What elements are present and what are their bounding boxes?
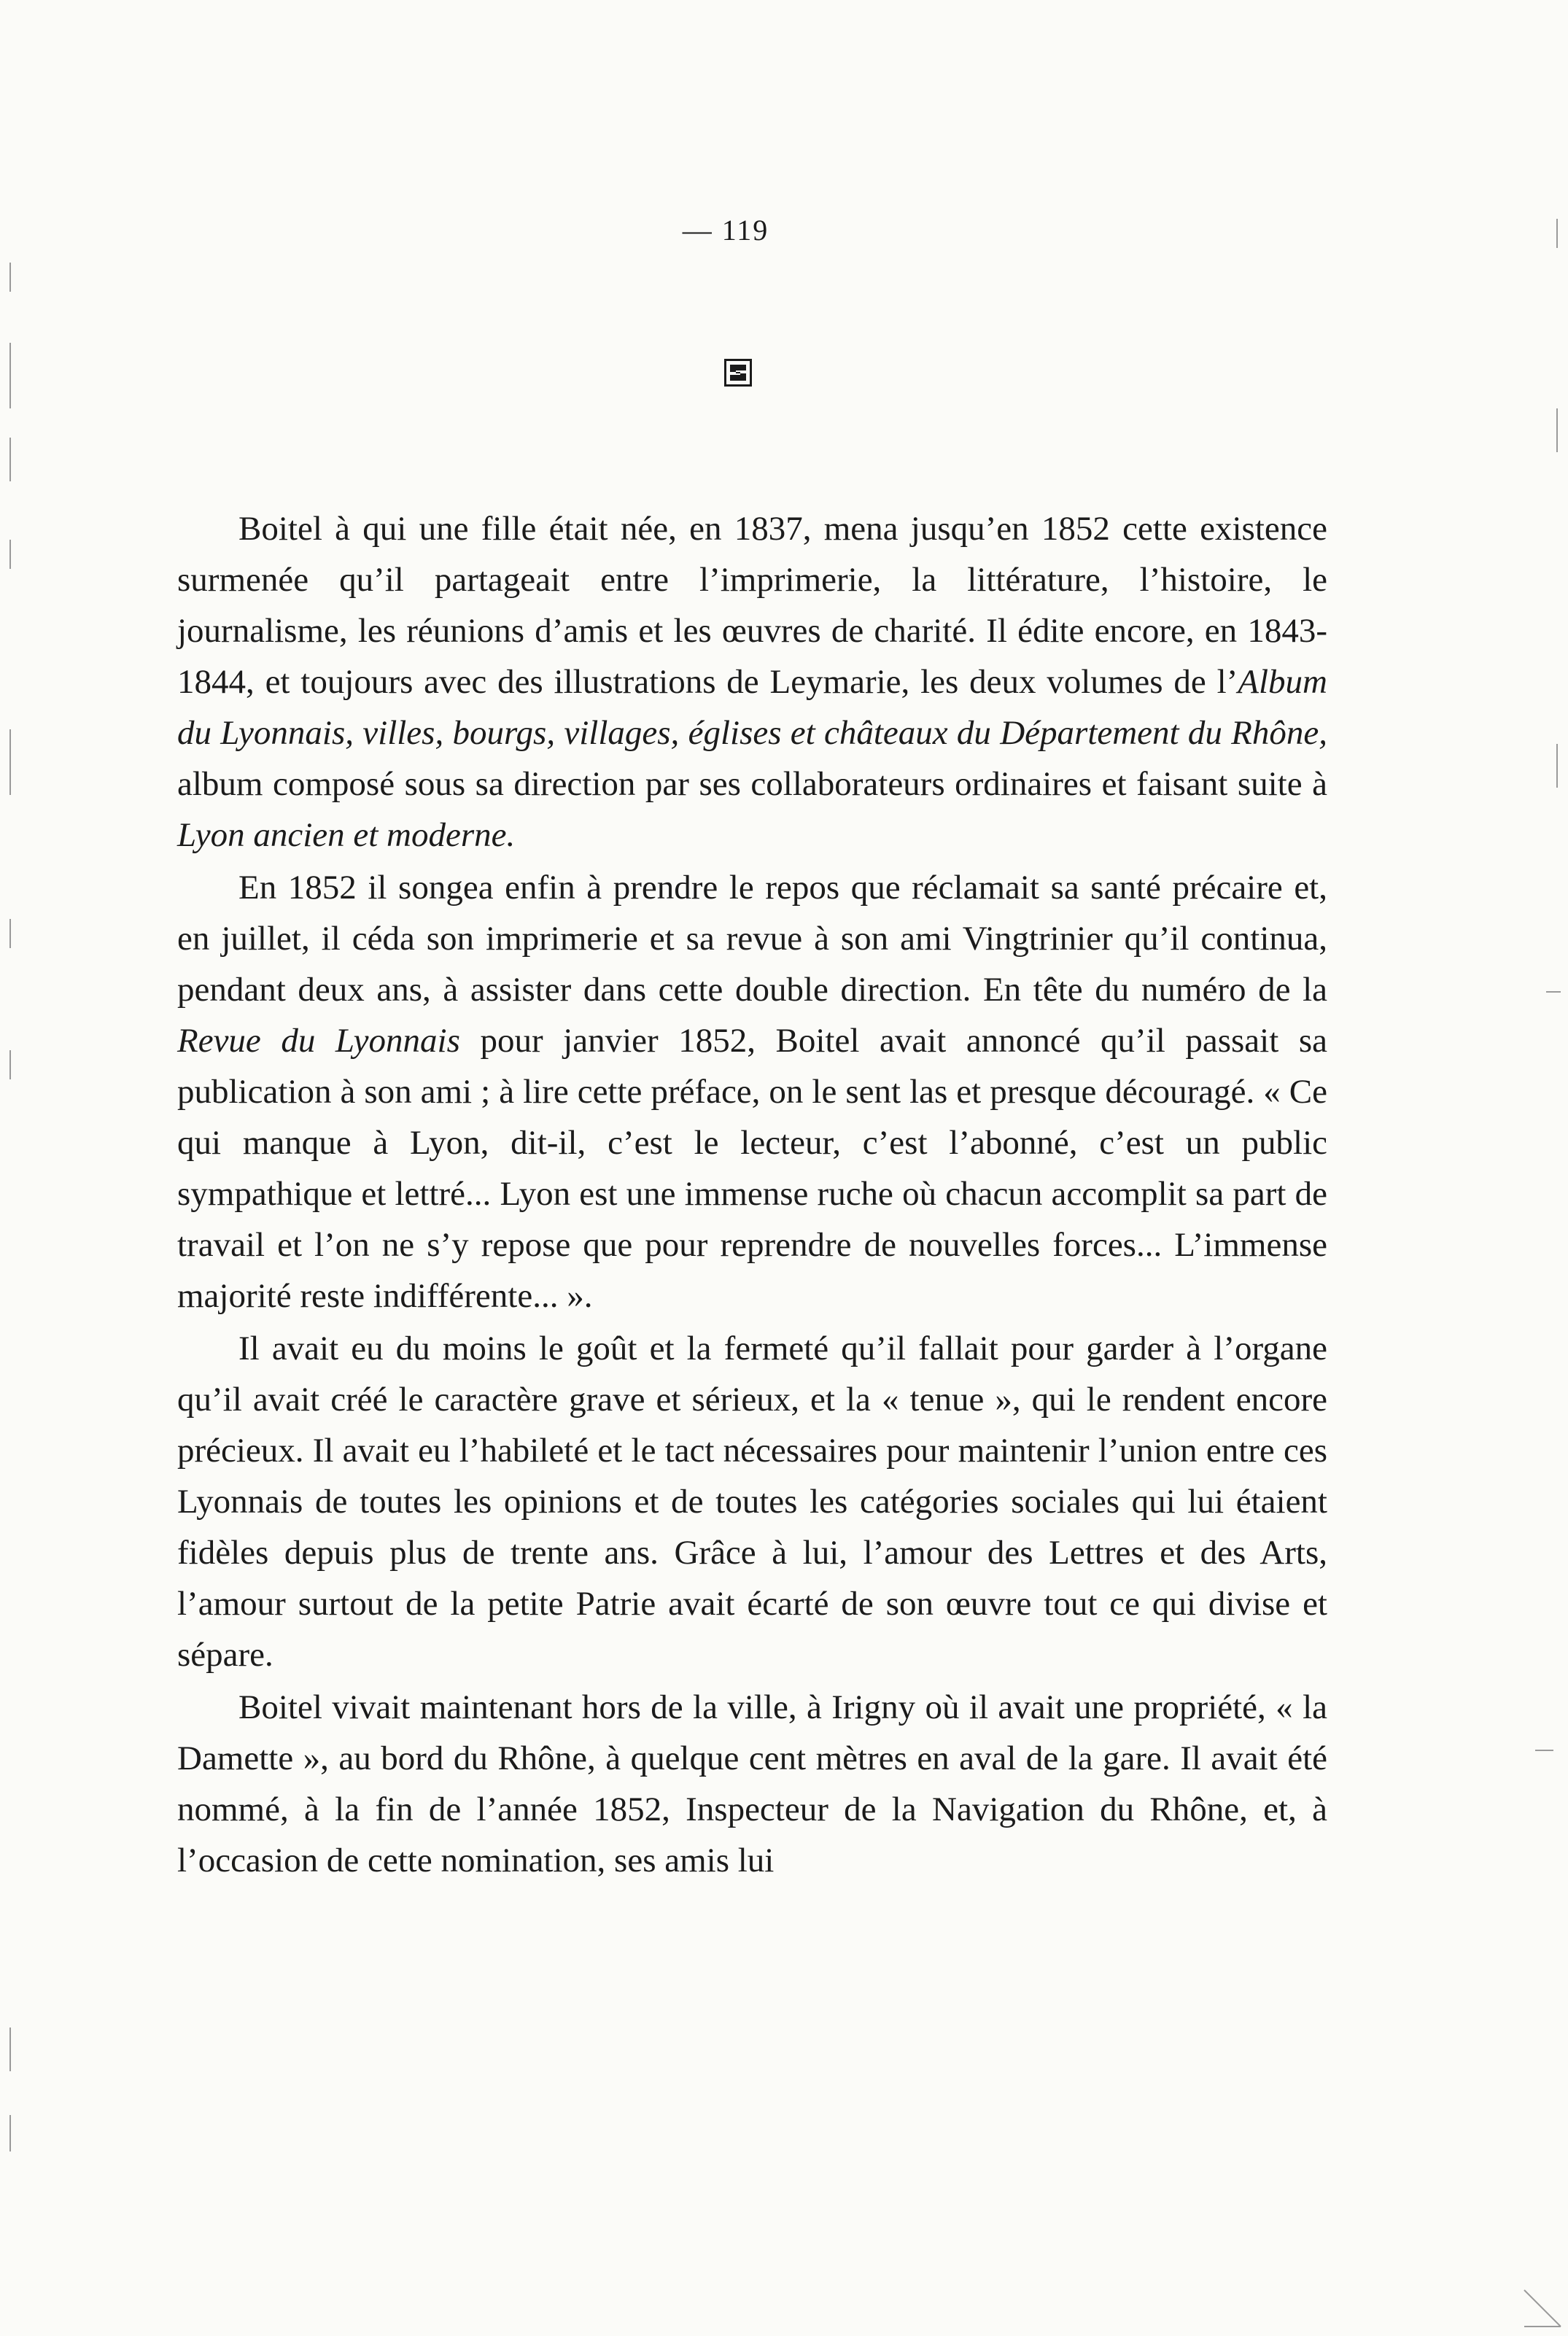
paragraph-3 [177,1323,1327,1680]
page-number: — 119 [682,214,769,247]
text-run: Boitel vivait maintenant hors de la ville, à Irigny où il avait une propriété, « la Damette », au bord du Rhône, à quelque cent mètres en aval de la gare. Il avait été nommé, à la fin de l’année 1852, Inspecteur de la Navigation du Rhône, et, à l’occasion de cette nomination, ses amis lui [177,1688,1327,1879]
italic-title-run: Lyon ancien et moderne. [177,816,516,854]
italic-title-run: Revue du Lyonnais [177,1022,460,1060]
paragraph-4 [177,1682,1327,1886]
text-run: Il avait eu du moins le goût et la fermeté qu’il fallait pour garder à l’organe qu’il avait créé le caractère grave et sérieux, et la « tenue », qui le rendent encore précieux. Il avait eu l’habileté et le tact nécessaires pour maintenir l’union entre ces Lyonnais de toutes les opinions et de toutes les catégories sociales qui lui étaient fidèles depuis plus de trente ans. Grâce à lui, l’amour des Lettres et des Arts, l’amour surtout de la petite Patrie avait écarté de son œuvre tout ce qui divise et sépare. [177,1330,1327,1674]
italic-title-run: Album du Lyonnais, villes, bourgs, villages, églises et châteaux du Département du Rhône, [177,663,1327,752]
text-run: En 1852 il songea enfin à prendre le repos que réclamait sa santé précaire et, en juillet, il céda son imprimerie et sa revue à son ami Vingtrinier qu’il continua, pendant deux ans, à assister dans cette double direction. En tête du numéro de la [177,869,1327,1009]
text-run: pour janvier 1852, Boitel avait annoncé qu’il passait sa publication à son ami ; à lire cette préface, on le sent las et presque découragé. « Ce qui manque à Lyon, dit-il, c’est le lecteur, c’est l’abonné, c’est un public sympathique et lettré... Lyon est une immense ruche où chacun accomplit sa part de travail et l’on ne s’y repose que pour reprendre de nouvelles forces... L’immense majorité reste indifférente... ». [177,1022,1327,1315]
body-text [177,503,1327,1886]
paragraph-1 [177,503,1327,861]
fleuron-ornament-icon [724,359,752,387]
text-run: Boitel à qui une fille était née, en 1837, mena jusqu’en 1852 cette existence surmenée qu’il partageait entre l’imprimerie, la littérature, l’histoire, le journalisme, les réunions d’amis et les œuvres de charité. Il édite encore, en 1843-1844, et toujours avec des illustrations de Leymarie, les deux volumes de l’ [177,510,1327,701]
paragraph-2 [177,862,1327,1322]
text-run: album composé sous sa direction par ses collaborateurs ordinaires et faisant suite à [177,765,1327,803]
